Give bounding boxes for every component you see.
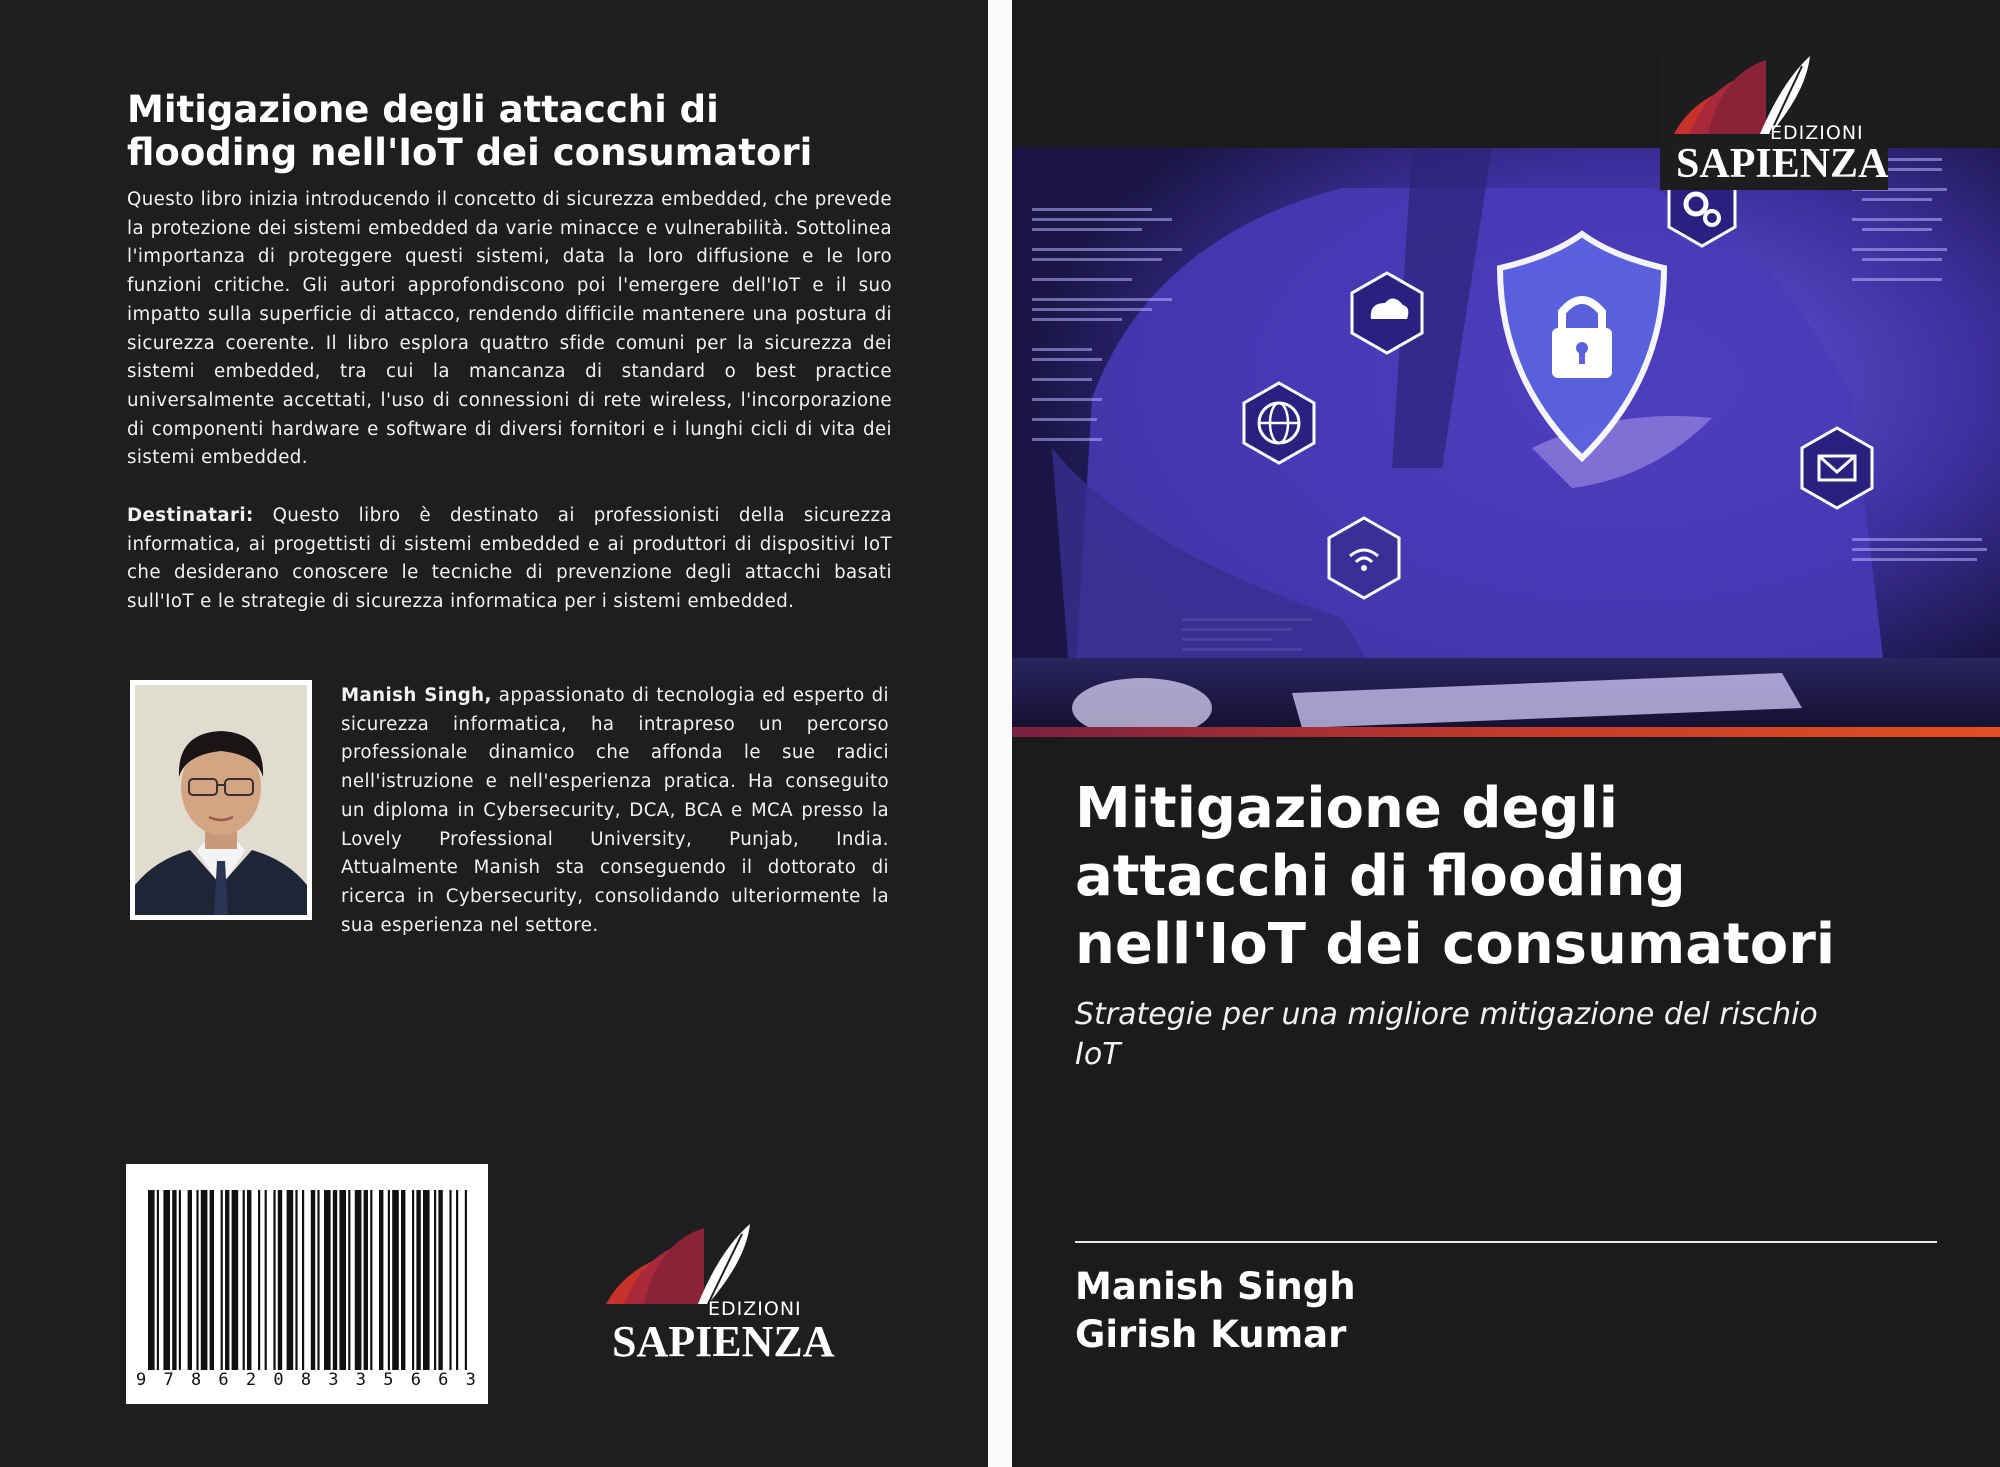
barcode-bar xyxy=(379,1190,383,1370)
barcode-bar xyxy=(232,1190,239,1370)
book-spine xyxy=(988,0,1012,1467)
barcode-bar xyxy=(273,1190,275,1370)
barcode-bar xyxy=(258,1190,260,1370)
barcode-digit: 7 xyxy=(163,1370,176,1390)
audience-text: Questo libro è destinato ai professionisti della sicurezza informatica, ai progettisti di sistemi embedded e ai produttori di dispositivi IoT che desiderano conoscere le tecniche di prevenzione degli attacchi basati sull'IoT e le strategie di sicurezza informatica per i sistemi embedded. xyxy=(127,505,892,613)
barcode-bar xyxy=(348,1190,350,1370)
barcode-bar xyxy=(157,1190,159,1370)
barcode-bar xyxy=(172,1190,176,1370)
barcode-bar xyxy=(388,1190,390,1370)
barcode-bar xyxy=(364,1190,368,1370)
cover-illustration xyxy=(1012,148,2000,732)
barcode-bar xyxy=(333,1190,337,1370)
bio-text: appassionato di tecnologia ed esperto di sicurezza informatica, ha intrapreso un percorso professionale dinamico che affonda le sue radici nell'istruzione e nell'esperienza pratica. Ha conseguito un diploma in Cybersecurity, DCA, BCA e MCA presso la Lovely Professional University, Punjab, India. Attualmente Manish sta conseguendo il dottorato di ricerca in Cybersecurity, consolidando ulteriormente la sua esperienza nel settore. xyxy=(341,685,889,936)
barcode-bar xyxy=(370,1190,372,1370)
barcode-digit: 3 xyxy=(328,1370,341,1390)
barcode-bar xyxy=(416,1190,420,1370)
front-cover-title xyxy=(1075,775,1955,979)
barcode-bar xyxy=(412,1190,414,1370)
front-title-line-3: nell'IoT dei consumatori xyxy=(1075,912,1836,977)
barcode-bar xyxy=(355,1190,362,1370)
barcode-bar xyxy=(278,1190,282,1370)
barcode-bar xyxy=(392,1190,399,1370)
author-bio xyxy=(341,682,889,940)
barcode-bar xyxy=(423,1190,430,1370)
author-name-1: Manish Singh xyxy=(1075,1265,1356,1308)
barcode-bars xyxy=(126,1164,488,1404)
subtitle-line-1: Strategie per una migliore mitigazione del rischio xyxy=(1075,997,1818,1032)
barcode-bar xyxy=(434,1190,436,1370)
barcode-bar xyxy=(324,1190,331,1370)
barcode-digit: 3 xyxy=(465,1370,478,1390)
barcode-bar xyxy=(465,1190,467,1370)
publisher-edizioni-label: EDIZIONI xyxy=(708,1298,802,1320)
front-title-line-1: Mitigazione degli xyxy=(1075,776,1618,841)
isbn-barcode xyxy=(126,1164,488,1404)
author-portrait-image xyxy=(135,685,307,915)
barcode-bar xyxy=(311,1190,315,1370)
subtitle-line-2: IoT xyxy=(1075,1037,1121,1072)
barcode-bar xyxy=(438,1190,442,1370)
barcode-bar xyxy=(188,1190,192,1370)
barcode-digit: 9 xyxy=(136,1370,149,1390)
barcode-digit: 6 xyxy=(410,1370,423,1390)
barcode-bar xyxy=(210,1190,214,1370)
book-description: Questo libro inizia introducendo il concetto di sicurezza embedded, che prevede la protezione dei sistemi embedded da varie minacce e vulnerabilità. Sottolinea l'importanza di proteggere questi sistemi, data la loro diffusione e le loro funzioni critiche. Gli autori approfondiscono poi l'emergere dell'IoT e il suo impatto sulla superficie di attacco, rendendo difficile mantenere una postura di sicurezza coerente. Il libro esplora quattro sfide comuni per la sicurezza dei sistemi embedded, tra cui la mancanza di standard o best practice universalmente accettati, l'uso di connessioni di rete wireless, l'incorporazione di componenti hardware e software di diversi fornitori e i lunghi cicli di vita dei sistemi embedded. xyxy=(127,189,892,469)
publisher-edizioni-label: EDIZIONI xyxy=(1770,122,1864,144)
barcode-digit: 6 xyxy=(438,1370,451,1390)
back-cover xyxy=(0,0,988,1467)
barcode-digits xyxy=(132,1370,482,1390)
barcode-bar xyxy=(339,1190,346,1370)
barcode-digit: 0 xyxy=(273,1370,286,1390)
back-title-line-2: flooding nell'IoT dei consumatori xyxy=(127,131,813,174)
barcode-bar xyxy=(201,1190,208,1370)
barcode-bar xyxy=(243,1190,245,1370)
author-name-2: Girish Kumar xyxy=(1075,1313,1347,1356)
barcode-bar xyxy=(295,1190,297,1370)
audience-paragraph xyxy=(127,502,892,617)
publisher-logo-front xyxy=(1660,52,1888,190)
barcode-bar xyxy=(401,1190,405,1370)
barcode-bar xyxy=(302,1190,304,1370)
cover-accent-stripe xyxy=(1012,727,2000,737)
back-cover-title xyxy=(127,88,927,174)
barcode-bar xyxy=(449,1190,451,1370)
barcode-digit: 2 xyxy=(245,1370,259,1390)
barcode-digit: 6 xyxy=(218,1370,231,1390)
barcode-bar xyxy=(456,1190,458,1370)
audience-label: Destinatari: xyxy=(127,505,254,526)
barcode-bar xyxy=(196,1190,198,1370)
front-title-line-2: attacchi di flooding xyxy=(1075,844,1686,909)
bio-author-name: Manish Singh, xyxy=(341,685,492,706)
cybersecurity-illustration xyxy=(1012,148,2000,732)
barcode-bar xyxy=(287,1190,294,1370)
barcode-bar xyxy=(265,1190,267,1370)
feather-fan-icon xyxy=(600,1220,830,1310)
barcode-digit: 5 xyxy=(383,1370,396,1390)
author-photo xyxy=(130,680,312,920)
barcode-digit: 8 xyxy=(300,1370,314,1390)
barcode-bar xyxy=(163,1190,170,1370)
publisher-name: SAPIENZA xyxy=(612,1317,835,1366)
barcode-digit: 3 xyxy=(355,1370,368,1390)
author-divider xyxy=(1075,1241,1937,1243)
barcode-digit: 8 xyxy=(190,1370,204,1390)
barcode-bar xyxy=(247,1190,251,1370)
publisher-name: SAPIENZA xyxy=(1676,141,1889,187)
barcode-bar xyxy=(317,1190,319,1370)
barcode-bar xyxy=(148,1190,155,1370)
front-cover-subtitle xyxy=(1075,995,1895,1075)
barcode-bar xyxy=(221,1190,223,1370)
barcode-bar xyxy=(179,1190,181,1370)
publisher-logo-back xyxy=(600,1220,835,1366)
back-title-line-1: Mitigazione degli attacchi di xyxy=(127,88,719,131)
barcode-bar xyxy=(225,1190,229,1370)
